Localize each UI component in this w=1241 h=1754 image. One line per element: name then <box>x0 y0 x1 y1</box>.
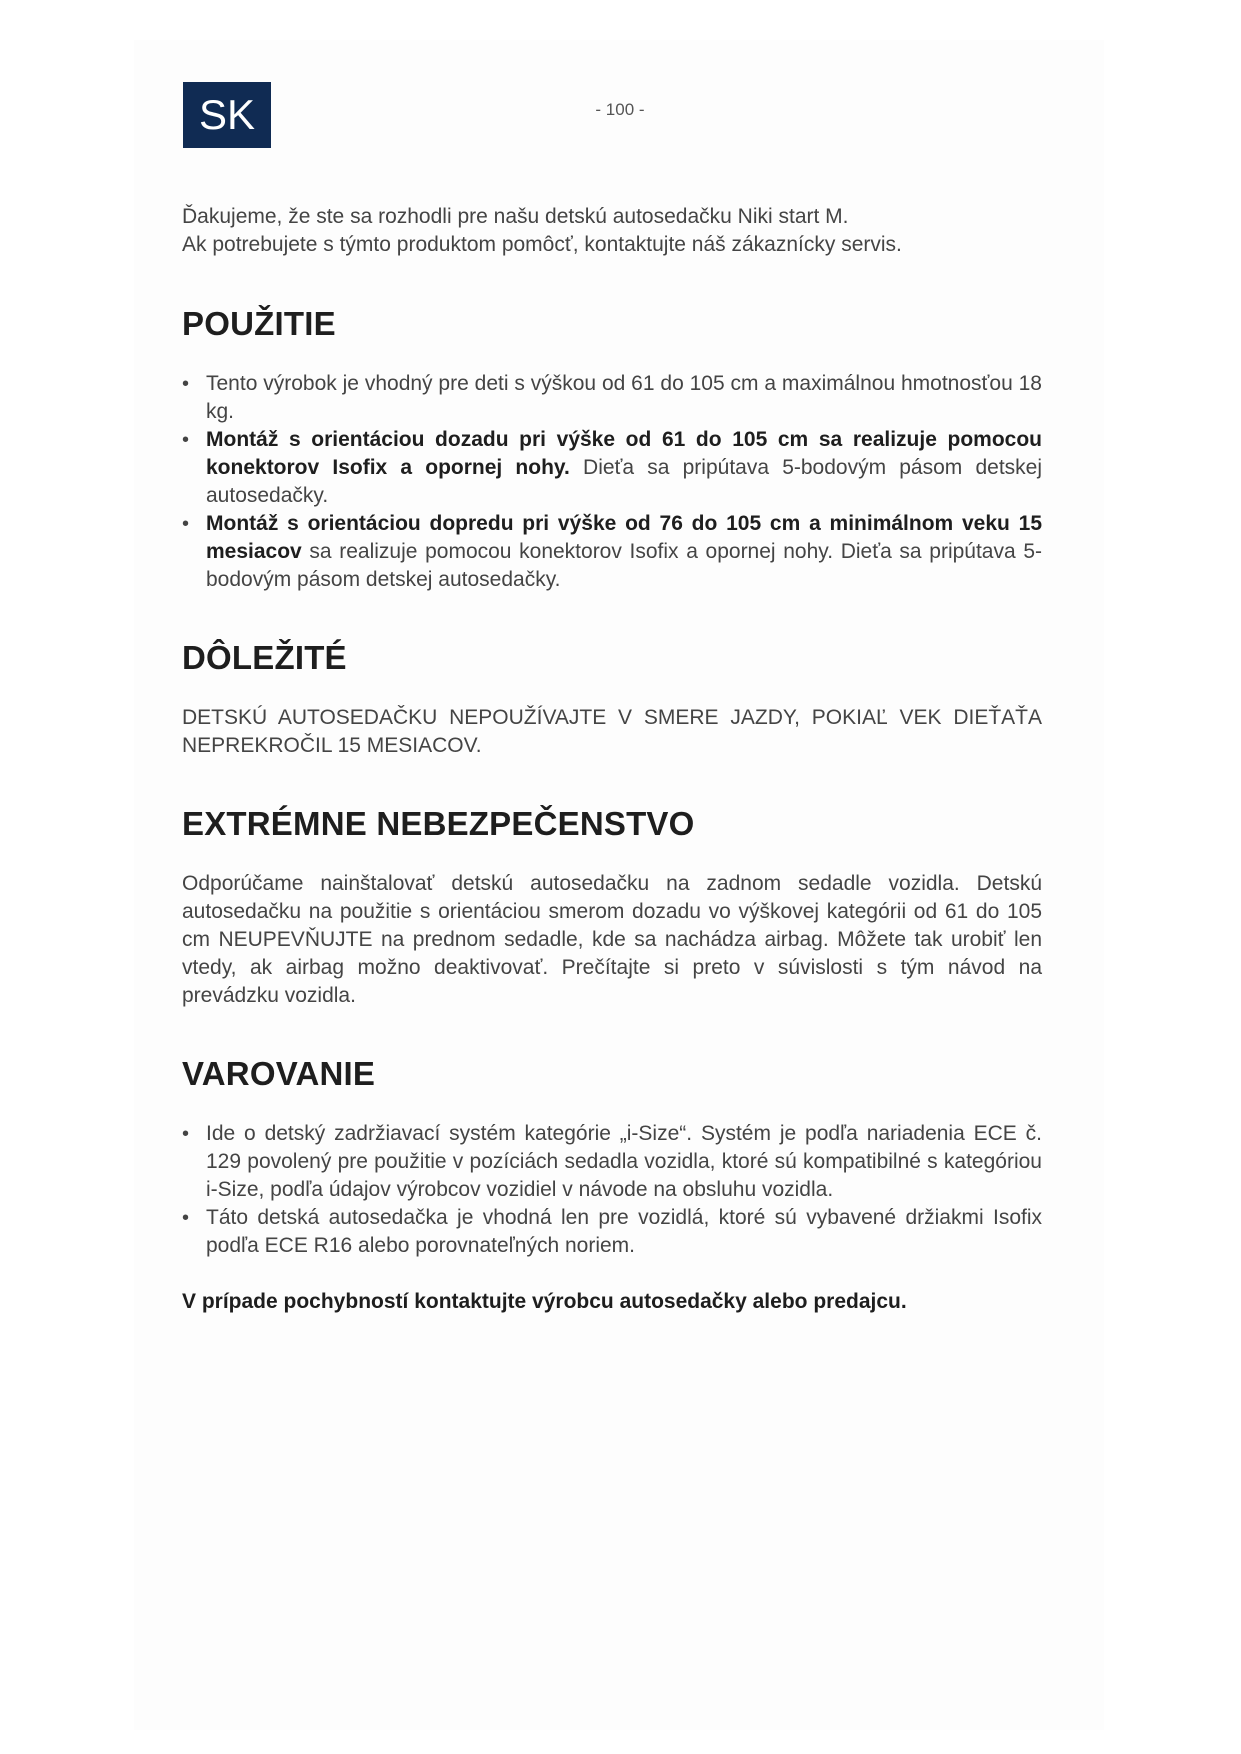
section-important <box>182 636 1042 760</box>
important-heading: DÔLEŽITÉ <box>182 639 347 676</box>
list-item <box>182 370 1042 426</box>
section-warning <box>182 1052 1042 1316</box>
section-danger <box>182 802 1042 1010</box>
list-item <box>182 426 1042 510</box>
warning-heading: VAROVANIE <box>182 1055 376 1092</box>
usage-heading: POUŽITIE <box>182 305 336 342</box>
language-badge: SK <box>183 82 271 148</box>
usage-item-bold: Montáž s orientáciou dopredu pri výške od 76 do 105 cm a minimálnom veku 15 mesiacov <box>206 512 1042 563</box>
list-item <box>182 510 1042 594</box>
warning-item-text: Táto detská autosedačka je vhodná len pre vozidlá, ktoré sú vybavené držiakmi Isofix podľa ECE R16 alebo porovnateľných noriem. <box>206 1206 1042 1257</box>
bullet-icon: • <box>182 513 190 535</box>
important-text: DETSKÚ AUTOSEDAČKU NEPOUŽÍVAJTE V SMERE JAZDY, POKIAĽ VEK DIEŤAŤA NEPREKROČIL 15 MESIACOV. <box>182 706 1042 757</box>
bullet-icon: • <box>182 1207 190 1229</box>
page-number: - 100 - <box>595 100 645 119</box>
bullet-icon: • <box>182 1123 190 1145</box>
usage-item-text: Dieťa sa pripútava 5-bodovým pásom detskej autosedačky. <box>206 456 1042 507</box>
warning-item-text: Ide o detský zadržiavací systém kategórie „i-Size“. Systém je podľa nariadenia ECE č. 129 povolený pre použitie v pozíciách sedadla vozidla, ktoré sú kompatibilné s kategóriou i-Size, podľa údajov výrobcov vozidiel v návode na obsluhu vozidla. <box>206 1122 1042 1201</box>
danger-text: Odporúčame nainštalovať detskú autosedačku na zadnom sedadle vozidla. Detskú autosedačku na použitie s orientáciou smerom dozadu vo výškovej kategórii od 61 do 105 cm NEUPEVŇUJTE na prednom sedadle, kde sa nachádza airbag. Môžete tak urobiť len vtedy, ak airbag možno deaktivovať. Prečítajte si preto v súvislosti s tým návod na prevádzku vozidla. <box>182 872 1042 1007</box>
bullet-icon: • <box>182 429 190 451</box>
usage-list <box>182 370 1042 594</box>
warning-list <box>182 1120 1042 1260</box>
usage-item-text: Tento výrobok je vhodný pre deti s výškou od 61 do 105 cm a maximálnou hmotnosťou 18 kg. <box>206 372 1042 423</box>
usage-item-bold: Montáž s orientáciou dozadu pri výške od 61 do 105 cm sa realizuje pomocou konektorov Isofix a opornej nohy. <box>206 428 1042 479</box>
list-item <box>182 1120 1042 1204</box>
bullet-icon: • <box>182 373 190 395</box>
document-body <box>182 203 1042 1316</box>
final-note: V prípade pochybností kontaktujte výrobcu autosedačky alebo predajcu. <box>182 1290 907 1313</box>
intro-line-2: Ak potrebujete s týmto produktom pomôcť, kontaktujte náš zákaznícky servis. <box>182 233 902 256</box>
intro <box>182 203 1042 259</box>
section-usage <box>182 302 1042 594</box>
list-item <box>182 1204 1042 1260</box>
usage-item-text: sa realizuje pomocou konektorov Isofix a opornej nohy. Dieťa sa pripútava 5-bodovým pásom detskej autosedačky. <box>206 540 1042 591</box>
intro-line-1: Ďakujeme, že ste sa rozhodli pre našu detskú autosedačku Niki start M. <box>182 205 849 228</box>
danger-heading: EXTRÉMNE NEBEZPEČENSTVO <box>182 805 695 842</box>
